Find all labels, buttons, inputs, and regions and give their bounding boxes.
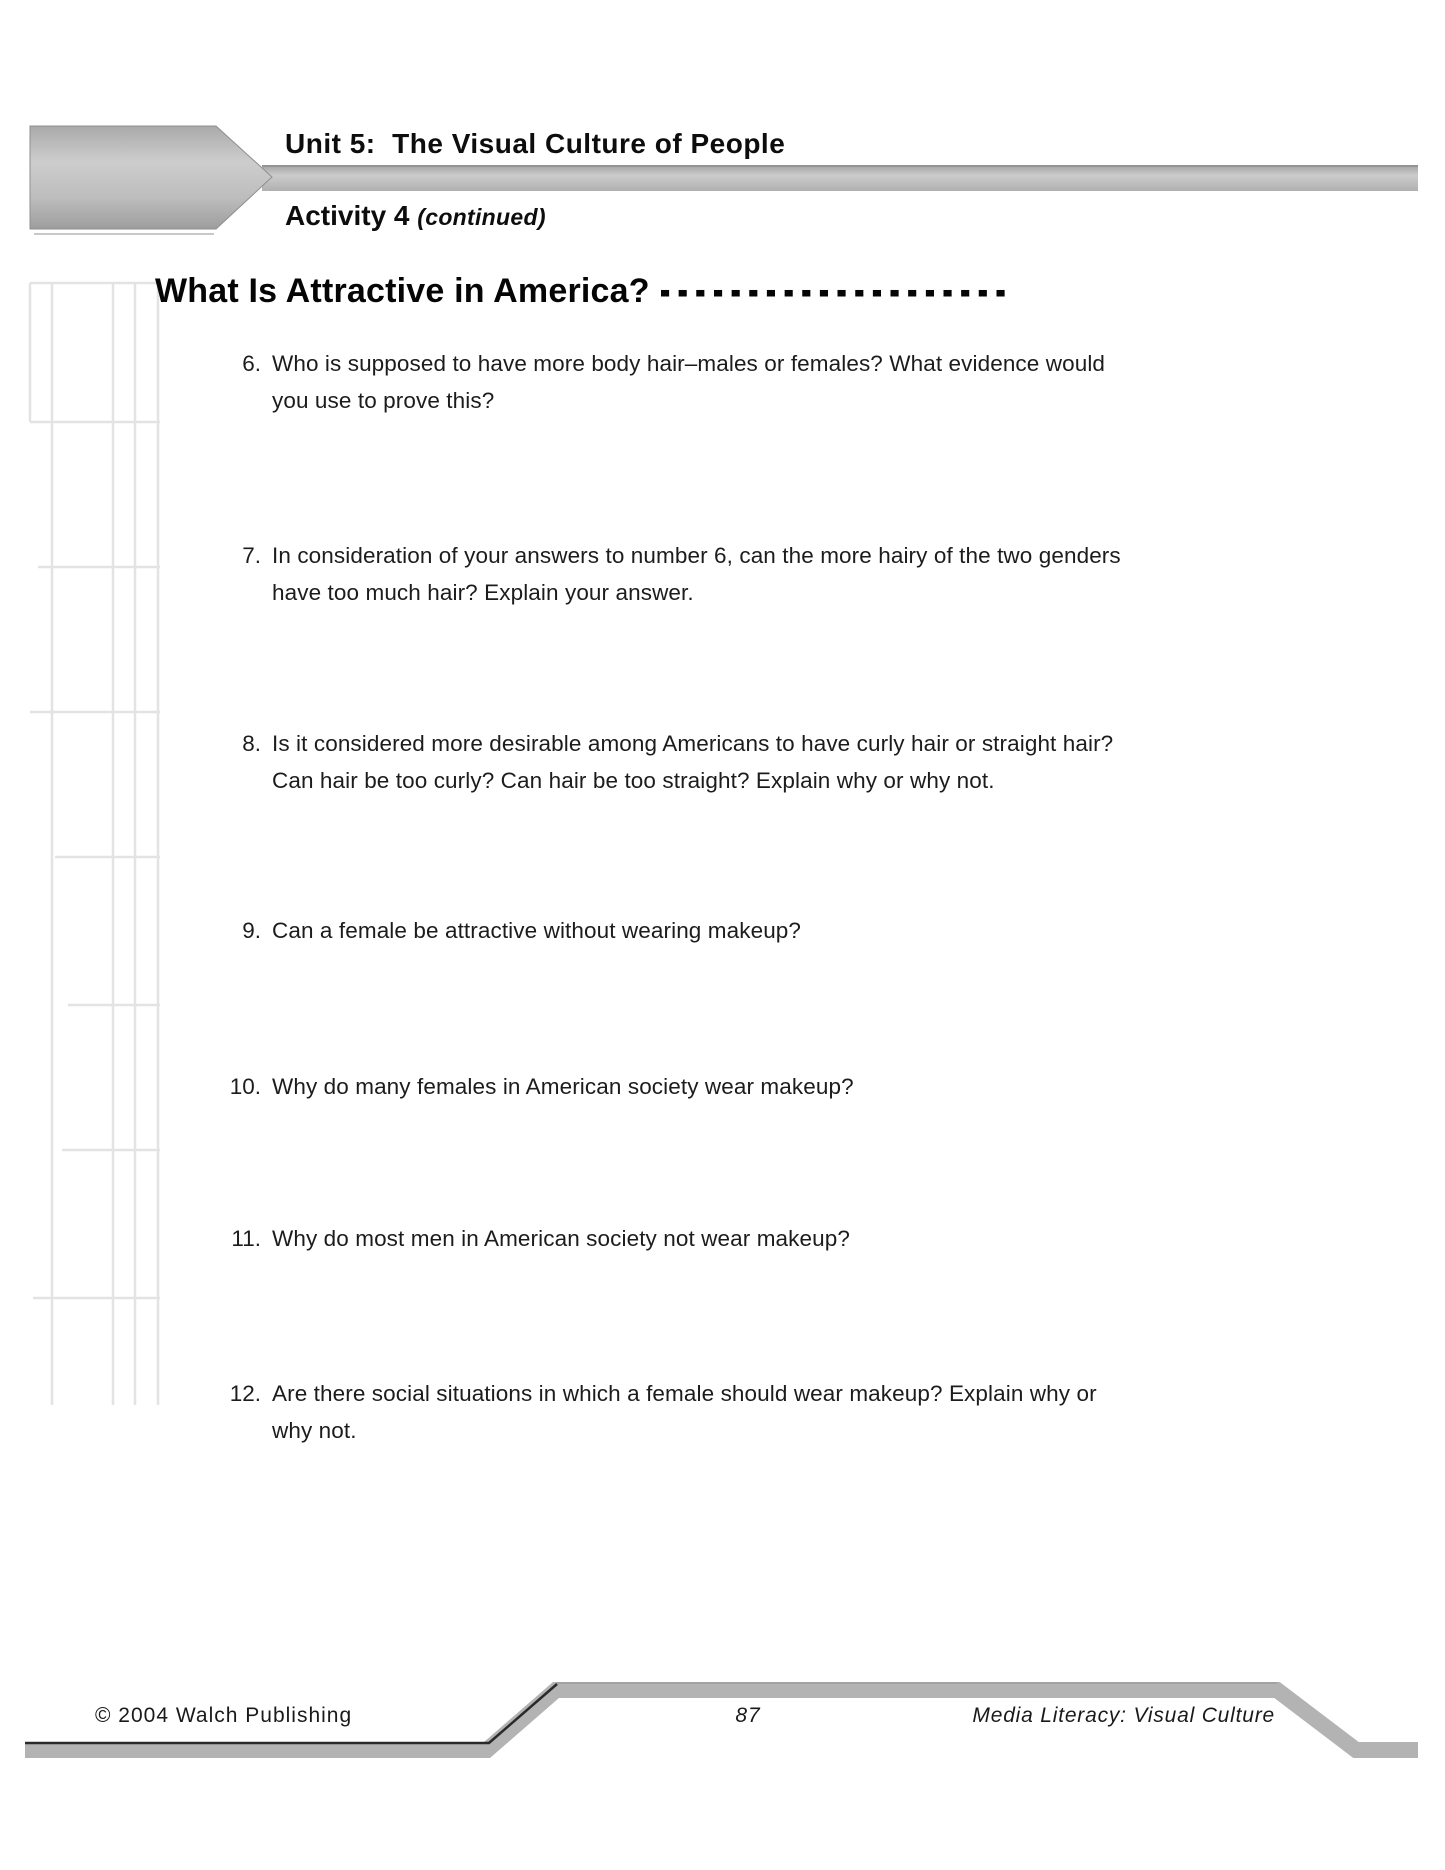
- question-number: 8.: [242, 731, 261, 756]
- question-number: 10.: [229, 1074, 261, 1099]
- activity-label: Activity 4: [285, 200, 418, 231]
- copyright-notice: © 2004 Walch Publishing: [95, 1704, 353, 1727]
- title-dash-rule: --------------------: [659, 258, 1013, 320]
- question-number: 7.: [242, 543, 261, 568]
- question-text: Why do most men in American society not wear makeup?: [272, 1226, 850, 1251]
- question-number: 11.: [231, 1226, 261, 1251]
- activity-heading: [285, 200, 546, 232]
- question-number: 9.: [242, 918, 261, 943]
- activity-continued-label: (continued): [417, 204, 546, 230]
- book-title: Media Literacy: Visual Culture: [972, 1704, 1275, 1727]
- question-text: Can a female be attractive without wearing makeup?: [272, 918, 802, 943]
- question-number: 6.: [242, 351, 261, 376]
- section-title-row: [155, 258, 1013, 320]
- page-title: What Is Attractive in America?: [155, 272, 650, 310]
- unit-title: Unit 5: The Visual Culture of People: [285, 128, 786, 159]
- question-text: Who is supposed to have more body hair–males or females? What evidence would you use to prove this?: [272, 351, 1106, 413]
- left-margin-grid-graphic: [30, 283, 160, 1405]
- question-text: Is it considered more desirable among Americans to have curly hair or straight hair? Can hair be too curly? Can hair be too straight? Explain why or why not.: [272, 731, 1114, 793]
- question-text: In consideration of your answers to number 6, can the more hairy of the two genders have too much hair? Explain your answer.: [272, 543, 1121, 605]
- question-text: Are there social situations in which a female should wear makeup? Explain why or why not.: [272, 1381, 1097, 1443]
- page-number: 87: [735, 1704, 761, 1727]
- question-text: Why do many females in American society wear makeup?: [272, 1074, 854, 1099]
- question-number: 12.: [229, 1381, 261, 1406]
